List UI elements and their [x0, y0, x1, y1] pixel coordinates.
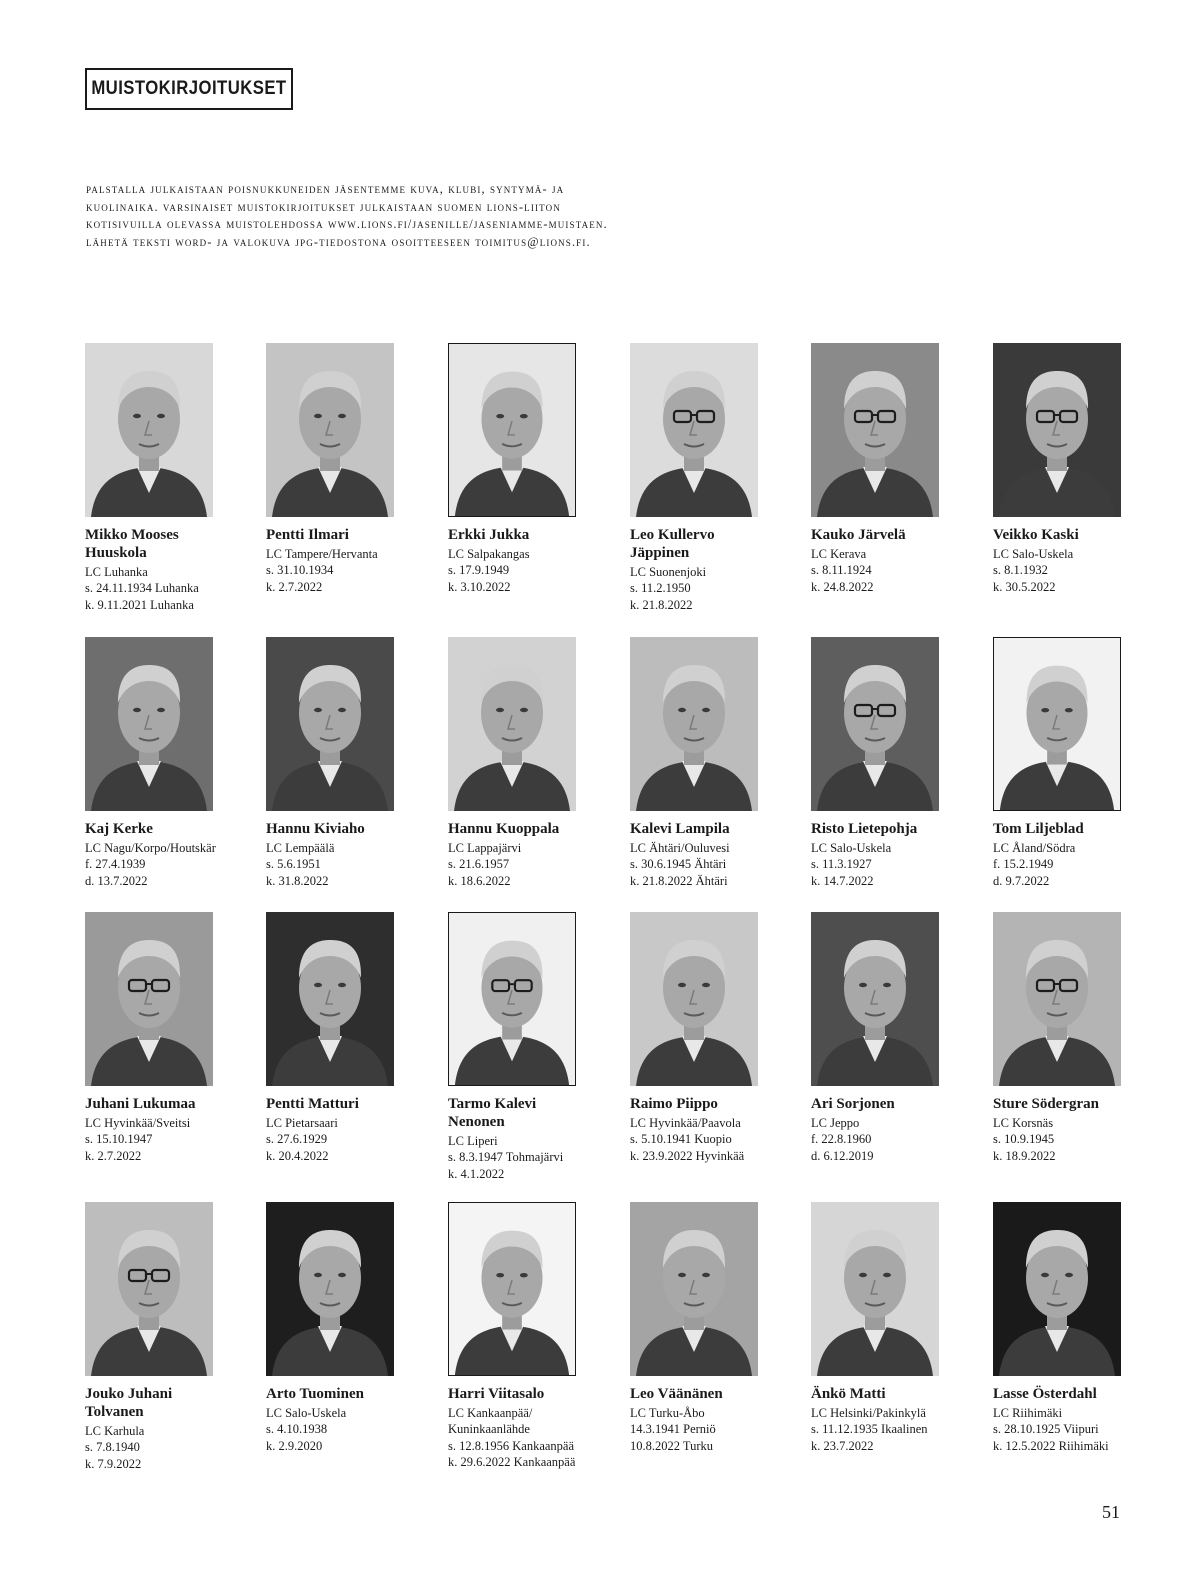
member-name: Kalevi Lampila [630, 821, 730, 837]
member-portrait [85, 343, 213, 517]
member-card [85, 912, 255, 1164]
member-portrait [266, 912, 394, 1086]
member-card [811, 912, 981, 1164]
member-details [448, 1405, 618, 1470]
member-card [993, 637, 1163, 889]
member-details [811, 840, 981, 889]
member-died: d. 13.7.2022 [85, 873, 148, 888]
member-died: k. 30.5.2022 [993, 579, 1056, 594]
member-details [630, 1405, 800, 1454]
member-club: LC Karhula [85, 1424, 145, 1438]
member-card [85, 637, 255, 889]
member-died: d. 9.7.2022 [993, 873, 1050, 888]
member-card [993, 912, 1163, 1164]
section-title: MUISTOKIRJOITUKSET [91, 78, 287, 99]
member-born: s. 7.8.1940 [85, 1440, 140, 1455]
member-died: k. 4.1.2022 [448, 1166, 505, 1181]
member-died: k. 18.9.2022 [993, 1148, 1056, 1163]
member-portrait [448, 343, 576, 517]
member-details [85, 564, 255, 613]
member-details [266, 546, 436, 595]
member-details [630, 564, 800, 613]
member-card [85, 343, 255, 613]
intro-line: kuolinaika. varsinaiset muistokirjoitukset julkaistaan suomen lions-liiton [86, 199, 561, 214]
member-born: s. 11.12.1935 Ikaalinen [811, 1422, 928, 1437]
member-club: LC Lappajärvi [448, 841, 522, 855]
member-portrait [266, 1202, 394, 1376]
member-born: s. 21.6.1957 [448, 857, 510, 872]
member-club: LC Jeppo [811, 1116, 860, 1130]
member-died: k. 2.9.2020 [266, 1438, 323, 1453]
member-born: s. 11.3.1927 [811, 857, 872, 872]
member-portrait [811, 1202, 939, 1376]
member-portrait [630, 637, 758, 811]
member-details [85, 840, 255, 889]
member-died: k. 24.8.2022 [811, 579, 874, 594]
member-details [630, 840, 800, 889]
member-born: s. 31.10.1934 [266, 563, 334, 578]
member-club: LC Kankaanpää/ Kuninkaanlähde [448, 1406, 533, 1437]
member-club: LC Kerava [811, 547, 867, 561]
member-club: LC Korsnäs [993, 1116, 1054, 1130]
member-born: s. 5.10.1941 Kuopio [630, 1132, 732, 1147]
member-born: s. 27.6.1929 [266, 1132, 328, 1147]
member-card [448, 912, 618, 1182]
member-card [811, 1202, 981, 1454]
member-name: Änkö Matti [811, 1386, 886, 1402]
member-name: Arto Tuominen [266, 1386, 364, 1402]
member-name: Kauko Järvelä [811, 527, 906, 543]
member-card [448, 343, 618, 595]
member-name: Erkki Jukka [448, 527, 530, 543]
member-details [266, 840, 436, 889]
member-name: Juhani Lukumaa [85, 1096, 196, 1112]
member-club: LC Salo-Uskela [811, 841, 892, 855]
member-details [448, 840, 618, 889]
member-died: k. 12.5.2022 Riihimäki [993, 1438, 1109, 1453]
member-name: Harri Viitasalo [448, 1386, 545, 1402]
member-died: k. 18.6.2022 [448, 873, 511, 888]
member-club: LC Luhanka [85, 565, 148, 579]
member-portrait [993, 1202, 1121, 1376]
member-card [266, 912, 436, 1164]
member-born: f. 22.8.1960 [811, 1132, 872, 1147]
member-name: Mikko Mooses Huuskola [85, 527, 179, 561]
member-details [630, 1115, 800, 1164]
member-card [993, 1202, 1163, 1454]
member-died: k. 20.4.2022 [266, 1148, 329, 1163]
member-details [811, 1115, 981, 1164]
page-number: 51 [1102, 1502, 1120, 1522]
member-portrait [266, 637, 394, 811]
member-details [85, 1115, 255, 1164]
member-born: s. 8.3.1947 Tohmajärvi [448, 1150, 564, 1165]
member-details [85, 1423, 255, 1472]
member-card [266, 1202, 436, 1454]
member-club: LC Helsinki/Pakinkylä [811, 1406, 926, 1420]
member-portrait [85, 1202, 213, 1376]
member-name: Pentti Matturi [266, 1096, 359, 1112]
member-details [993, 1405, 1163, 1454]
member-portrait [85, 637, 213, 811]
member-born: s. 10.9.1945 [993, 1132, 1055, 1147]
member-club: LC Lempäälä [266, 841, 335, 855]
member-portrait [993, 343, 1121, 517]
member-details [811, 1405, 981, 1454]
member-club: LC Liperi [448, 1134, 498, 1148]
member-details [448, 1133, 618, 1182]
intro-text [86, 181, 746, 251]
intro-line: palstalla julkaistaan poisnukkuneiden jäsentemme kuva, klubi, syntymä- ja [86, 182, 565, 196]
member-card [85, 1202, 255, 1472]
member-details [811, 546, 981, 595]
member-card [448, 1202, 618, 1470]
member-born: s. 17.9.1949 [448, 563, 510, 578]
member-name: Ari Sorjonen [811, 1096, 895, 1112]
member-card [630, 343, 800, 613]
member-portrait [448, 637, 576, 811]
member-card [811, 637, 981, 889]
member-died: k. 3.10.2022 [448, 579, 511, 594]
member-name: Kaj Kerke [85, 821, 153, 837]
member-name: Leo Väänänen [630, 1386, 723, 1402]
member-portrait [811, 343, 939, 517]
member-died: k. 29.6.2022 Kankaanpää [448, 1454, 576, 1469]
member-born: s. 28.10.1925 Viipuri [993, 1422, 1099, 1437]
member-died: k. 31.8.2022 [266, 873, 329, 888]
member-club: LC Åland/Södra [993, 841, 1076, 855]
member-club: LC Hyvinkää/Sveitsi [85, 1116, 191, 1130]
member-name: Jouko Juhani Tolvanen [85, 1386, 173, 1420]
member-name: Leo Kullervo Jäppinen [630, 527, 715, 561]
member-died: k. 2.7.2022 [85, 1148, 142, 1163]
member-portrait [811, 637, 939, 811]
member-died: k. 23.7.2022 [811, 1438, 874, 1453]
member-portrait [630, 1202, 758, 1376]
member-card [811, 343, 981, 595]
member-card [630, 1202, 800, 1454]
member-died: k. 9.11.2021 Luhanka [85, 597, 194, 612]
member-born: f. 15.2.1949 [993, 857, 1054, 872]
member-name: Veikko Kaski [993, 527, 1079, 543]
member-club: LC Turku-Åbo [630, 1406, 705, 1420]
member-club: LC Suonenjoki [630, 565, 707, 579]
member-born: s. 24.11.1934 Luhanka [85, 581, 199, 596]
member-details [993, 1115, 1163, 1164]
member-born: s. 8.1.1932 [993, 563, 1048, 578]
member-club: LC Tampere/Hervanta [266, 547, 378, 561]
member-name: Pentti Ilmari [266, 527, 349, 543]
member-details [993, 546, 1163, 595]
member-born: s. 30.6.1945 Ähtäri [630, 857, 727, 872]
member-card [630, 912, 800, 1164]
intro-line: lähetä teksti word- ja valokuva jpg-tiedostona osoitteeseen toimitus@lions.fi. [86, 234, 591, 249]
member-portrait [811, 912, 939, 1086]
member-club: LC Riihimäki [993, 1406, 1063, 1420]
member-club: LC Hyvinkää/Paavola [630, 1116, 741, 1130]
member-portrait [448, 1202, 576, 1376]
member-born: s. 11.2.1950 [630, 581, 691, 596]
member-died: k. 2.7.2022 [266, 579, 323, 594]
member-born: s. 8.11.1924 [811, 563, 872, 578]
member-portrait [448, 912, 576, 1086]
member-name: Tarmo Kalevi Nenonen [448, 1096, 537, 1130]
member-portrait [993, 912, 1121, 1086]
member-details [266, 1405, 436, 1454]
member-died: d. 6.12.2019 [811, 1148, 874, 1163]
member-club: LC Ähtäri/Ouluvesi [630, 841, 730, 855]
member-portrait [993, 637, 1121, 811]
member-died: 10.8.2022 Turku [630, 1438, 714, 1453]
member-club: LC Salo-Uskela [993, 547, 1074, 561]
member-died: k. 7.9.2022 [85, 1456, 142, 1471]
member-born: s. 15.10.1947 [85, 1132, 153, 1147]
member-died: k. 21.8.2022 [630, 597, 693, 612]
member-died: k. 14.7.2022 [811, 873, 874, 888]
member-card [448, 637, 618, 889]
member-details [448, 546, 618, 595]
member-born: s. 4.10.1938 [266, 1422, 328, 1437]
intro-line: kotisivuilla olevassa muistolehdossa www.lions.fi/jasenille/jaseniamme-muistaen. [86, 217, 608, 231]
member-born: s. 5.6.1951 [266, 857, 321, 872]
member-name: Hannu Kiviaho [266, 821, 365, 837]
member-name: Risto Lietepohja [811, 821, 918, 837]
member-born: f. 27.4.1939 [85, 857, 146, 872]
member-club: LC Salpakangas [448, 547, 530, 561]
member-club: LC Pietarsaari [266, 1116, 338, 1130]
member-card [266, 637, 436, 889]
member-club: LC Salo-Uskela [266, 1406, 347, 1420]
member-name: Tom Liljeblad [993, 821, 1084, 837]
member-name: Sture Södergran [993, 1096, 1099, 1112]
member-name: Raimo Piippo [630, 1096, 718, 1112]
member-portrait [266, 343, 394, 517]
member-portrait [630, 912, 758, 1086]
member-portrait [85, 912, 213, 1086]
member-club: LC Nagu/Korpo/Houtskär [85, 841, 216, 855]
member-born: s. 12.8.1956 Kankaanpää [448, 1438, 575, 1453]
member-portrait [630, 343, 758, 517]
member-born: 14.3.1941 Perniö [630, 1422, 716, 1437]
member-details [266, 1115, 436, 1164]
section-header [85, 68, 293, 110]
member-died: k. 21.8.2022 Ähtäri [630, 873, 728, 888]
member-card [630, 637, 800, 889]
member-name: Lasse Österdahl [993, 1386, 1097, 1402]
member-card [993, 343, 1163, 595]
member-card [266, 343, 436, 595]
member-details [993, 840, 1163, 889]
member-name: Hannu Kuoppala [448, 821, 560, 837]
member-died: k. 23.9.2022 Hyvinkää [630, 1148, 745, 1163]
